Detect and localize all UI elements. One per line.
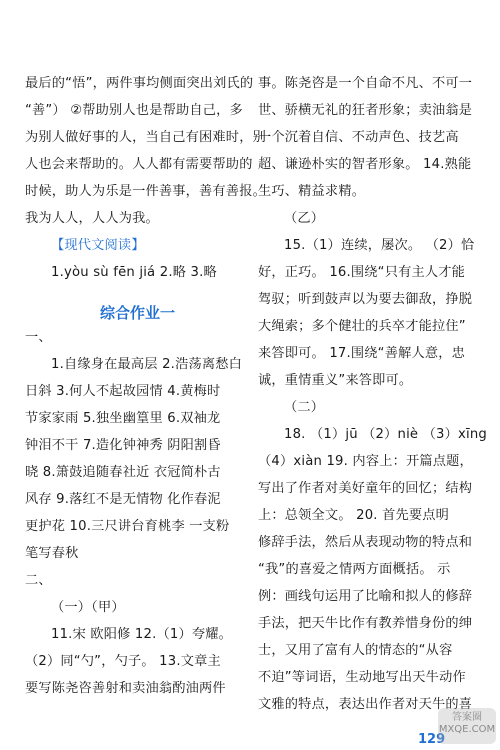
text-line: 例：画线句运用了比喻和拟人的修辞 (258, 589, 473, 604)
left-column (25, 70, 266, 286)
text-line: 驾驭；听到鼓声以为要去御敌，挣脱 (258, 292, 473, 307)
text-line: 笔写春秋 (25, 546, 79, 561)
text-line: （一）（甲） (51, 600, 125, 615)
text-line: 诚，重情重义”来答即可。 (258, 373, 413, 388)
text-line: 节家家雨 5.独坐幽篁里 6.双袖龙 (25, 411, 221, 426)
text-line: 人也会来帮助的。人人都有需要帮助的 (25, 157, 253, 172)
text-line: 最后的“悟”，两件事均侧面突出刘氏的 (25, 76, 254, 91)
text-line: 来答即可。 17.围绕“善解人意，忠 (258, 346, 466, 361)
text-line: 我为人人，人人为我。 (25, 211, 159, 226)
text-line: 文雅的特点，表达出作者对天牛的喜 (258, 697, 473, 712)
left-column-answers (25, 324, 250, 702)
text-line: 大绳索；多个健壮的兵卒才能拉住” (258, 319, 466, 334)
text-line: 一个沉着自信、不动声色、技艺高 (258, 130, 459, 145)
page-number: 129 (418, 732, 446, 747)
text-line: （2）同“勺”，勺子。 13.文章主 (25, 654, 221, 669)
text-line: （乙） (284, 211, 325, 226)
text-line: 上：总领全文。 20. 首先要点明 (258, 508, 450, 523)
text-line: “善”） ②帮助别人也是帮助自己，多 (25, 103, 243, 118)
text-line: 写出了作者对美好童年的回忆；结构 (258, 481, 473, 496)
text-line: 钟泪不干 7.造化钟神秀 阴阳割昏 (25, 438, 221, 453)
text-line: 要写陈尧咨善射和卖油翁酌油两件 (25, 681, 226, 696)
text-line: 为别人做好事的人，当自己有困难时，别 (25, 130, 266, 145)
text-line: 超、谦逊朴实的智者形象。 14.熟能 (258, 157, 472, 172)
watermark-logo: 答案圈 MXQE.COM (438, 708, 496, 744)
text-line: （4）xiàn 19. 内容上：开篇点题， (258, 454, 473, 469)
text-line: 15.（1）连续，屡次。 （2）恰 (284, 238, 475, 253)
text-line: 时候，助人为乐是一件善事，善有善报。 (25, 184, 266, 199)
text-line: 不迫”等词语，生动地写出天牛动作 (258, 670, 466, 685)
text-line: 1.自缘身在最高层 2.浩荡离愁白 (51, 357, 243, 372)
modern-reading-answers: 1.yòu sù fēn jiá 2.略 3.略 (51, 265, 217, 280)
text-line: 日斜 3.何人不起故园情 4.黄梅时 (25, 384, 221, 399)
text-line: 18. （1）jū （2）niè （3）xīng (284, 427, 487, 442)
right-column (258, 70, 487, 718)
text-line: 二、 (25, 573, 52, 588)
text-line: 好，正巧。 16.围绕“只有主人才能 (258, 265, 466, 280)
text-line: 11.宋 欧阳修 12.（1）夸耀。 (51, 627, 233, 642)
text-line: 一、 (25, 330, 52, 345)
text-line: 更护花 10.三尺讲台育桃李 一支粉 (25, 519, 230, 534)
text-line: 士，又用了富有人的情态的“从容 (258, 643, 453, 658)
modern-reading-heading: 【现代文阅读】 (51, 238, 145, 253)
text-line: 修辞手法，然后从表现动物的特点和 (258, 535, 473, 550)
text-line: 事。陈尧咨是一个自命不凡、不可一 (258, 76, 473, 91)
text-line: 手法，把天牛比作有教养惜身份的绅 (258, 616, 473, 631)
text-line: 生巧、精益求精。 (258, 184, 366, 199)
text-line: （二） (284, 400, 325, 415)
text-line: 晓 8.箫鼓追随春社近 衣冠简朴古 (25, 465, 221, 480)
text-line: 风存 9.落红不是无情物 化作春泥 (25, 492, 221, 507)
section-title: 综合作业一 (99, 304, 175, 322)
text-line: “我”的喜爱之情两方面概括。 示 (258, 562, 451, 577)
text-line: 世、骄横无礼的狂者形象；卖油翁是 (258, 103, 473, 118)
